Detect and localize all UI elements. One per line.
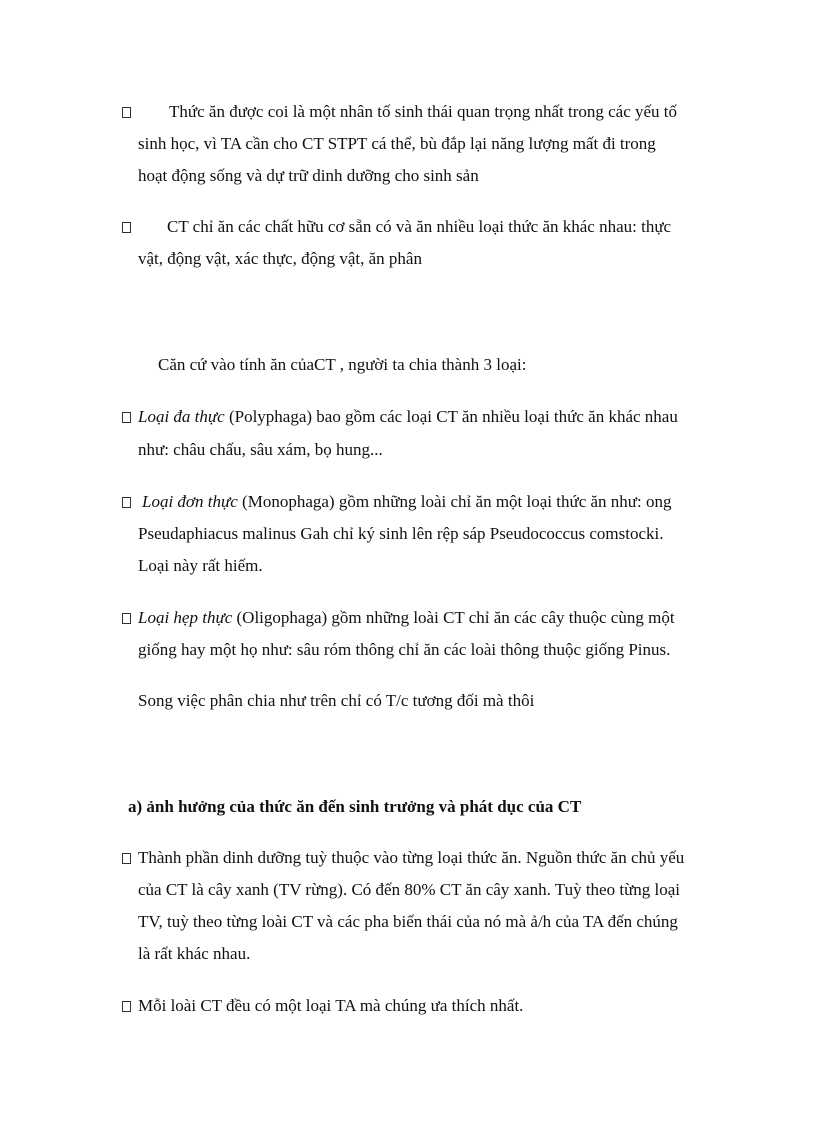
intro-text: Căn cứ vào tính ăn củaCT , người ta chia thành 3 loại: [158, 355, 527, 374]
monophaga-term: Loại đơn thực [142, 492, 238, 511]
bullet-icon [122, 853, 131, 864]
paragraph3-line4: là rất khác nhau. [138, 944, 251, 963]
bullet-icon [122, 412, 131, 423]
paragraph1-line2: sinh học, vì TA cần cho CT STPT cá thể, bù đắp lại năng lượng mất đi trong [138, 134, 656, 153]
bullet-icon [122, 1001, 131, 1012]
paragraph2-line1: CT chỉ ăn các chất hữu cơ sẵn có và ăn nhiều loại thức ăn khác nhau: thực [167, 217, 672, 236]
paragraph3-line3: TV, tuỳ theo từng loài CT và các pha biến thái của nó mà ả/h của TA đến chúng [138, 912, 678, 931]
oligophaga-line1 [138, 607, 675, 629]
paragraph4-text: Mỗi loài CT đều có một loại TA mà chúng ưa thích nhất. [138, 996, 524, 1015]
paragraph1-line3: hoạt động sống và dự trữ dinh dưỡng cho sinh sản [138, 166, 479, 185]
monophaga-line2: Pseudaphiacus malinus Gah chỉ ký sinh lên rệp sáp Pseudococcus comstocki. [138, 524, 664, 543]
bullet-icon [122, 107, 131, 118]
paragraph3-line1: Thành phần dinh dưỡng tuỳ thuộc vào từng loại thức ăn. Nguồn thức ăn chủ yếu [138, 848, 685, 867]
oligophaga-term: Loại hẹp thực [138, 608, 233, 627]
monophaga-line3: Loại này rất hiếm. [138, 556, 263, 575]
classification-note: Song việc phân chia như trên chỉ có T/c tương đối mà thôi [138, 691, 535, 710]
polyphaga-term: Loại đa thực [138, 407, 225, 426]
polyphaga-line2: như: châu chấu, sâu xám, bọ hung... [138, 440, 383, 459]
polyphaga-description: (Polyphaga) bao gồm các loại CT ăn nhiều loại thức ăn khác nhau [224, 407, 678, 426]
monophaga-line1 [142, 491, 671, 513]
paragraph2-line2: vật, động vật, xác thực, động vật, ăn phân [138, 249, 422, 268]
polyphaga-line1 [138, 406, 678, 428]
section-heading: a) ảnh hưởng của thức ăn đến sinh trưởng và phát dục của CT [128, 797, 582, 816]
oligophaga-description: (Oligophaga) gồm những loài CT chỉ ăn các cây thuộc cùng một [232, 608, 675, 627]
paragraph3-line2: của CT là cây xanh (TV rừng). Có đến 80% CT ăn cây xanh. Tuỳ theo từng loại [138, 880, 681, 899]
oligophaga-line2: giống hay một họ như: sâu róm thông chỉ ăn các loài thông thuộc giống Pinus. [138, 640, 671, 659]
bullet-icon [122, 613, 131, 624]
monophaga-description: (Monophaga) gồm những loài chỉ ăn một loại thức ăn như: ong [237, 492, 672, 511]
bullet-icon [122, 497, 131, 508]
bullet-icon [122, 222, 131, 233]
paragraph1-line1: Thức ăn được coi là một nhân tố sinh thái quan trọng nhất trong các yếu tố [169, 102, 678, 121]
